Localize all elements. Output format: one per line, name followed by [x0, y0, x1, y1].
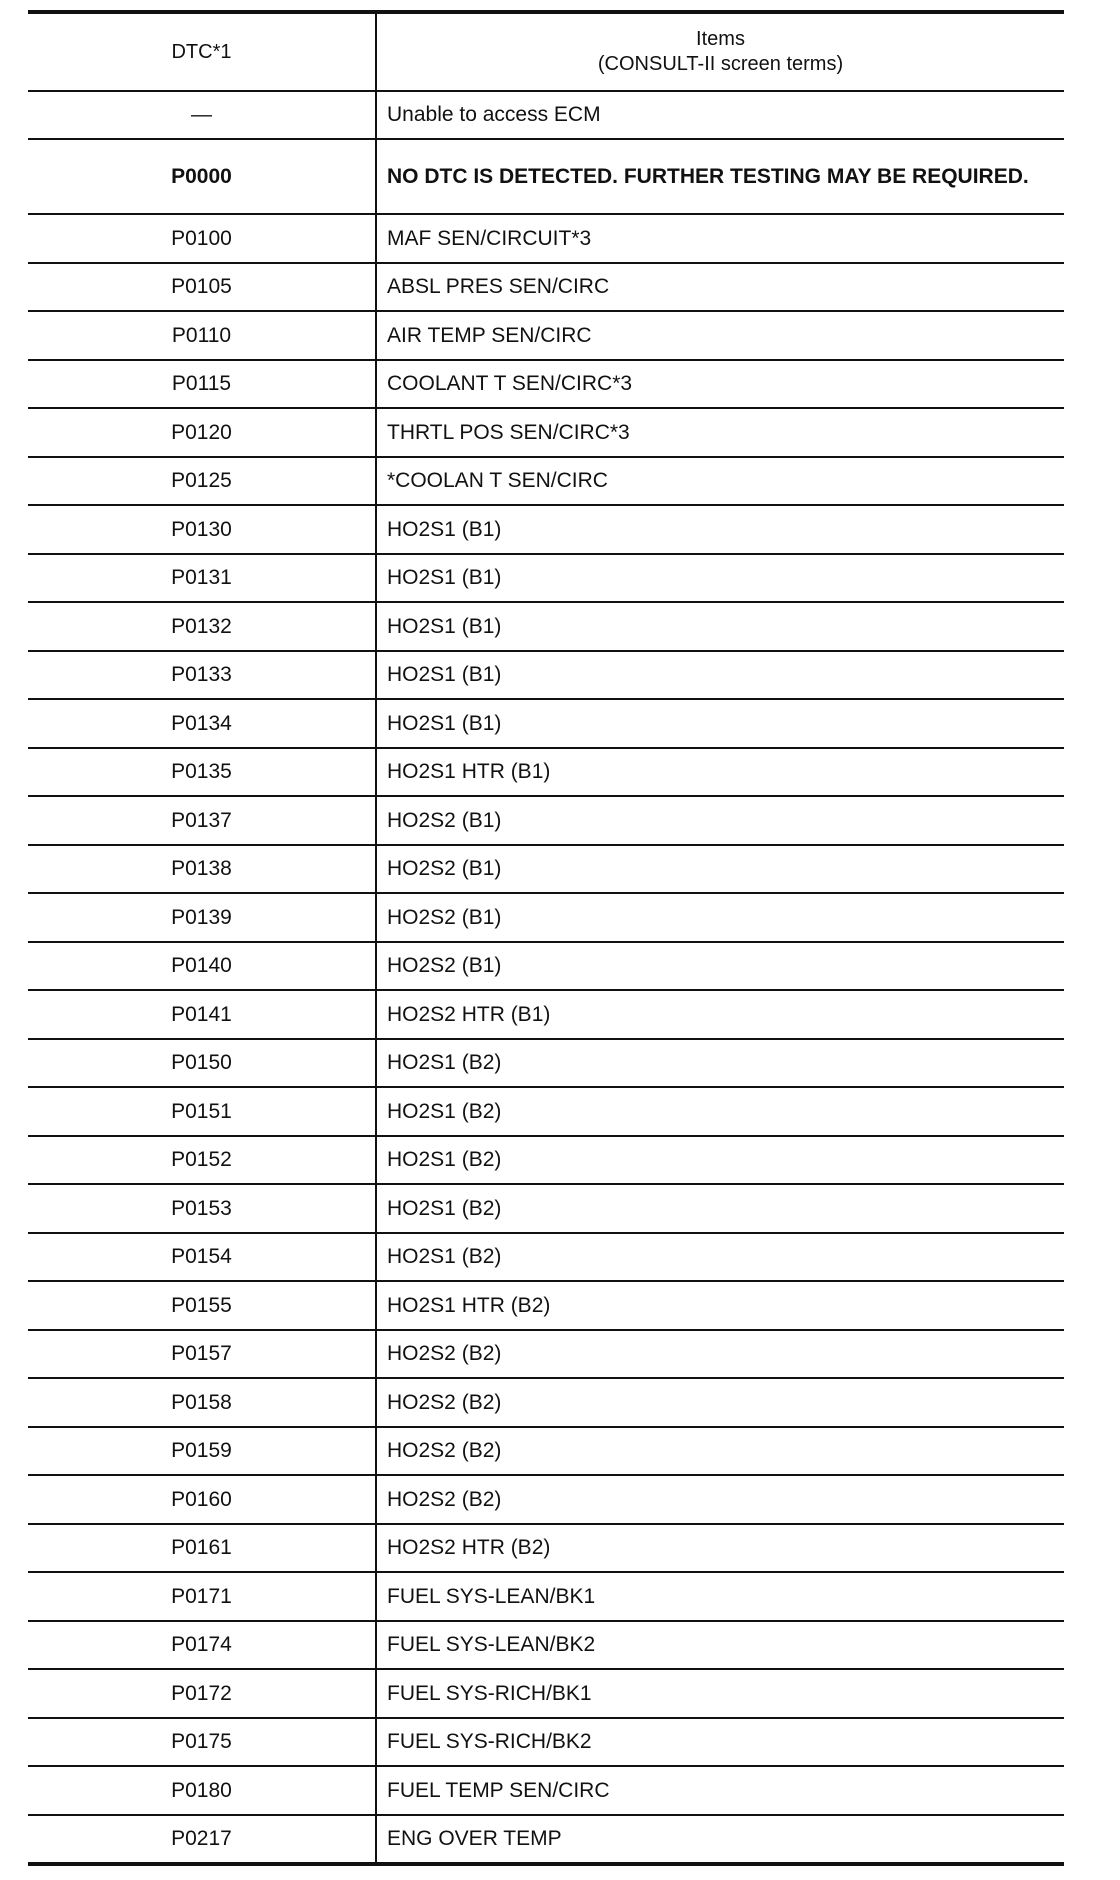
- dtc-code-cell: P0154: [28, 1233, 376, 1282]
- dtc-code-cell: P0151: [28, 1087, 376, 1136]
- item-description-cell: HO2S1 (B1): [376, 699, 1064, 748]
- item-description-cell: FUEL TEMP SEN/CIRC: [376, 1766, 1064, 1815]
- table-row: [28, 505, 1064, 554]
- item-description-cell: HO2S1 (B2): [376, 1184, 1064, 1233]
- dtc-code-cell: P0133: [28, 651, 376, 700]
- table-row: [28, 699, 1064, 748]
- table-header-row: [28, 12, 1064, 91]
- dtc-code-cell: P0150: [28, 1039, 376, 1088]
- items-header-title: Items: [696, 28, 745, 50]
- item-description-cell: HO2S1 (B2): [376, 1087, 1064, 1136]
- item-description-cell: COOLANT T SEN/CIRC*3: [376, 360, 1064, 409]
- dtc-code-cell: P0132: [28, 602, 376, 651]
- table-row: [28, 214, 1064, 263]
- table-row: [28, 651, 1064, 700]
- table-row: [28, 845, 1064, 894]
- table-row: [28, 263, 1064, 312]
- table-row: [28, 1378, 1064, 1427]
- dtc-code-cell: P0130: [28, 505, 376, 554]
- dtc-code-cell: P0161: [28, 1524, 376, 1573]
- table-row: [28, 942, 1064, 991]
- dtc-code-cell: P0120: [28, 408, 376, 457]
- item-description-cell: HO2S1 (B2): [376, 1136, 1064, 1185]
- item-description-cell: FUEL SYS-RICH/BK2: [376, 1718, 1064, 1767]
- table-row: [28, 1621, 1064, 1670]
- table-body: [28, 91, 1064, 1864]
- dtc-code-cell: P0139: [28, 893, 376, 942]
- item-description-cell: HO2S1 (B1): [376, 554, 1064, 603]
- table-row: [28, 796, 1064, 845]
- item-description-cell: ENG OVER TEMP: [387, 1827, 562, 1851]
- dtc-code-cell: P0137: [28, 796, 376, 845]
- dtc-code-cell: P0172: [28, 1669, 376, 1718]
- item-description-cell: HO2S1 (B1): [376, 651, 1064, 700]
- table-row: [28, 457, 1064, 506]
- dtc-code-cell: P0159: [28, 1427, 376, 1476]
- item-description-cell: HO2S1 HTR (B2): [376, 1281, 1064, 1330]
- dtc-code-cell: P0131: [28, 554, 376, 603]
- item-description-cell: HO2S2 (B2): [376, 1378, 1064, 1427]
- dtc-code-cell: P0174: [28, 1621, 376, 1670]
- item-description-cell: HO2S2 (B2): [376, 1475, 1064, 1524]
- table-row: [28, 1184, 1064, 1233]
- item-description-cell: Unable to access ECM: [376, 91, 1064, 139]
- dtc-code-cell: P0158: [28, 1378, 376, 1427]
- item-description-cell: ABSL PRES SEN/CIRC: [376, 263, 1064, 312]
- dtc-code-cell: P0153: [28, 1184, 376, 1233]
- dtc-code-cell: P0171: [28, 1572, 376, 1621]
- item-description-cell: MAF SEN/CIRCUIT*3: [376, 214, 1064, 263]
- item-description-cell: HO2S2 (B2): [376, 1427, 1064, 1476]
- item-description-cell: FUEL SYS-LEAN/BK2: [376, 1621, 1064, 1670]
- item-description-cell: *COOLAN T SEN/CIRC: [376, 457, 1064, 506]
- dtc-table: [28, 10, 1064, 1866]
- table-row: [28, 990, 1064, 1039]
- dtc-code-cell: P0180: [28, 1766, 376, 1815]
- dtc-code-cell: P0157: [28, 1330, 376, 1379]
- item-description-cell: THRTL POS SEN/CIRC*3: [376, 408, 1064, 457]
- dtc-code-cell: P0217: [28, 1815, 376, 1865]
- dtc-code-cell: P0105: [28, 263, 376, 312]
- table-row: [28, 408, 1064, 457]
- item-description-cell: HO2S1 (B2): [376, 1039, 1064, 1088]
- dtc-code-cell: P0160: [28, 1475, 376, 1524]
- table-row: [28, 1766, 1064, 1815]
- dtc-code-cell: P0152: [28, 1136, 376, 1185]
- item-description-cell: HO2S2 (B1): [376, 893, 1064, 942]
- item-description-cell: HO2S1 (B2): [376, 1233, 1064, 1282]
- table-row: [28, 1572, 1064, 1621]
- table-row: [28, 139, 1064, 214]
- table-row: [28, 893, 1064, 942]
- item-description-cell: HO2S2 (B1): [376, 942, 1064, 991]
- items-column-header: [376, 12, 1064, 91]
- item-description-cell: HO2S1 HTR (B1): [376, 748, 1064, 797]
- item-description-cell: HO2S2 (B2): [376, 1330, 1064, 1379]
- items-header-subtitle: (CONSULT-II screen terms): [597, 53, 844, 75]
- dtc-code-cell: P0125: [28, 457, 376, 506]
- item-description-cell: HO2S2 (B1): [376, 845, 1064, 894]
- dtc-code-cell: —: [28, 91, 376, 139]
- table-row: [28, 1039, 1064, 1088]
- table-row: [28, 1281, 1064, 1330]
- table-row: [28, 554, 1064, 603]
- dtc-code-cell: P0175: [28, 1718, 376, 1767]
- dtc-code-cell: P0115: [28, 360, 376, 409]
- table-row: [28, 1427, 1064, 1476]
- item-description-cell: HO2S2 HTR (B1): [376, 990, 1064, 1039]
- dtc-code-cell: P0155: [28, 1281, 376, 1330]
- table-row: [28, 1233, 1064, 1282]
- item-description-cell: HO2S2 (B1): [376, 796, 1064, 845]
- dtc-code-cell: P0100: [28, 214, 376, 263]
- item-description-cell: HO2S1 (B1): [376, 505, 1064, 554]
- dtc-code-cell: P0138: [28, 845, 376, 894]
- dtc-code-cell: P0141: [28, 990, 376, 1039]
- item-description-cell: HO2S2 HTR (B2): [376, 1524, 1064, 1573]
- table-row: [28, 1087, 1064, 1136]
- table-row: [28, 91, 1064, 139]
- table-row: [28, 360, 1064, 409]
- item-description-cell: NO DTC IS DETECTED. FURTHER TESTING MAY BE REQUIRED.: [376, 139, 1064, 214]
- table-row: [28, 1669, 1064, 1718]
- dtc-code-cell: P0000: [28, 139, 376, 214]
- table-row: [28, 1475, 1064, 1524]
- item-description-cell: HO2S1 (B1): [376, 602, 1064, 651]
- table-row: [28, 748, 1064, 797]
- item-description-cell: FUEL SYS-RICH/BK1: [376, 1669, 1064, 1718]
- table-row: [28, 311, 1064, 360]
- table-row: [28, 1524, 1064, 1573]
- item-description-cell: FUEL SYS-LEAN/BK1: [376, 1572, 1064, 1621]
- table-row: [28, 602, 1064, 651]
- dtc-code-cell: P0135: [28, 748, 376, 797]
- table-row: [28, 1136, 1064, 1185]
- dtc-code-cell: P0134: [28, 699, 376, 748]
- table-row: [28, 1718, 1064, 1767]
- dtc-code-cell: P0140: [28, 942, 376, 991]
- table-row: [28, 1330, 1064, 1379]
- dtc-code-cell: P0110: [28, 311, 376, 360]
- table-row: [28, 1815, 1064, 1865]
- item-description-cell: AIR TEMP SEN/CIRC: [376, 311, 1064, 360]
- dtc-column-header: DTC*1: [28, 12, 376, 91]
